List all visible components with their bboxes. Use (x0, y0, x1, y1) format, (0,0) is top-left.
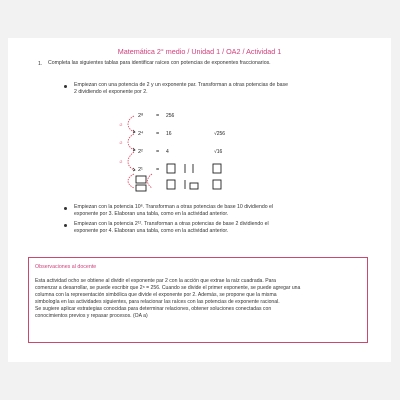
document-page (8, 38, 391, 362)
exponent-diagram (118, 108, 278, 193)
value-cell: 256 (166, 113, 175, 119)
power-cell: 2⁸ (138, 113, 144, 119)
bullet-1-line-2: 2 dividiendo el exponente por 2. (74, 89, 148, 95)
power-cell: 2⁴ (138, 131, 144, 137)
bullet-dot (64, 224, 67, 227)
annotation: :2 (119, 122, 123, 127)
division-arrow (128, 174, 134, 188)
equals-sign: = (156, 167, 160, 173)
bullet-2-line-2: exponente por 3. Elaboran una tabla, como en la actividad anterior. (74, 211, 229, 217)
note-line: Esta actividad ocho se obtiene al dividir el exponente par 2 con la acción que extrae la raíz cuadrada. Para (35, 278, 276, 284)
root-cell: √16 (214, 149, 223, 155)
teacher-notes-box (28, 257, 368, 343)
blank-cell (136, 176, 146, 183)
blank-cell (213, 164, 221, 173)
bullet-3-line-1: Empiezan con la potencia 2¹². Transforman a otras potencias de base 2 dividiendo el (74, 221, 269, 227)
equals-sign: = (156, 131, 160, 137)
power-cell: 2² (138, 149, 143, 155)
division-arrow (128, 116, 134, 132)
division-arrow (128, 152, 134, 170)
power-cell: 2¹ (138, 167, 143, 173)
instruction-text: Completa las siguientes tablas para identificar raíces con potencias de exponentes fraccionarios. (48, 60, 271, 66)
division-arrow (128, 134, 134, 150)
equals-sign: = (156, 149, 160, 155)
annotation: :2 (119, 140, 123, 145)
value-cell: 4 (166, 149, 169, 155)
note-line: Se sugiere aplicar estrategias conocidas para determinar relaciones, obtener soluciones conectadas con (35, 306, 272, 312)
bullet-1-line-1: Empiezan con una potencia de 2 y un exponente par. Transforman a otras potencias de base (74, 82, 288, 88)
blank-cell (190, 183, 198, 189)
annotation: :2 (119, 159, 123, 164)
note-line: conocimientos previos y repasar procesos. (OA a) (35, 313, 148, 319)
division-arrow (148, 174, 153, 188)
blank-cell (167, 164, 175, 173)
bullet-3-line-2: exponente por 4. Elaboran una tabla, como en la actividad anterior. (74, 228, 229, 234)
bullet-dot (64, 85, 67, 88)
note-line: simbología en las actividades siguientes, para relacionar las raíces con las potencias de exponente racional. (35, 299, 280, 305)
blank-cell (136, 185, 146, 191)
note-line: comenzar a desarrollar, se puede escribir que 2⁸ = 256. Cuando se divide el primer exponente, se puede agregar una (35, 285, 301, 291)
arrowhead (133, 168, 135, 171)
blank-cell (167, 180, 175, 189)
equals-sign: = (156, 113, 160, 119)
instruction-number: 1. (38, 61, 43, 67)
bullet-dot (64, 207, 67, 210)
value-cell: 16 (166, 131, 172, 137)
page-title: Matemática 2° medio / Unidad 1 / OA2 / Actividad 1 (117, 47, 282, 56)
root-cell: √256 (214, 131, 226, 137)
blank-cell (213, 180, 221, 189)
note-line: columna con la representación simbólica que divide el exponente por 2. Además, se propone que la misma (35, 292, 277, 298)
teacher-notes-title: Observaciones al docente (35, 264, 97, 270)
bullet-2-line-1: Empiezan con la potencia 10⁶. Transforman a otras potencias de base 10 dividiendo el (74, 204, 274, 210)
